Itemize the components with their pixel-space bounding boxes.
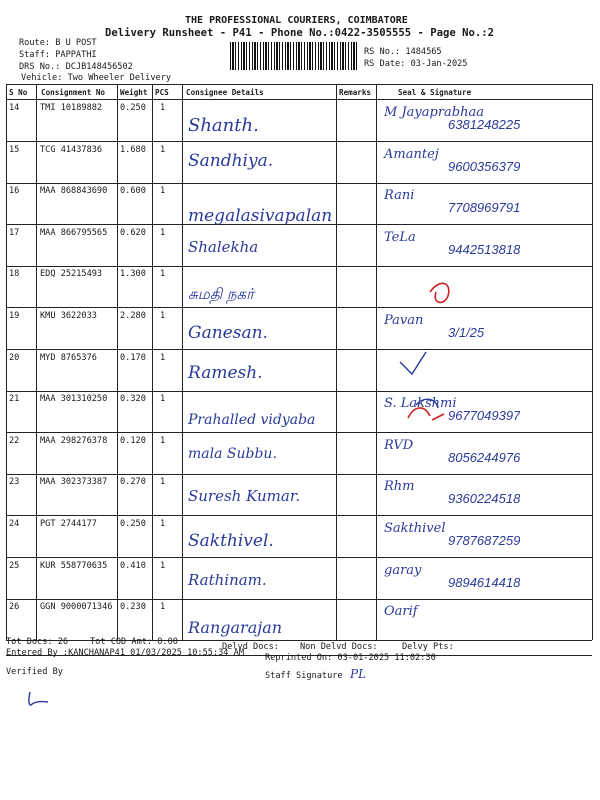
cell-consignment-no: MAA 298276378	[40, 436, 108, 446]
cell-signature-phone: 9894614418	[448, 575, 521, 590]
cell-weight: 2.280	[120, 311, 146, 321]
cell-weight: 0.120	[120, 436, 146, 446]
cell-consignment-no: KMU 3622033	[40, 311, 97, 321]
cell-pcs: 1	[160, 145, 166, 155]
cell-consignee-handwritten: Shalekha	[188, 238, 259, 256]
cell-consignment-no: EDQ 25215493	[40, 269, 103, 279]
cell-sno: 24	[9, 519, 20, 529]
col-header-consignment: Consignment No	[41, 88, 106, 97]
cell-sno: 18	[9, 269, 20, 279]
cell-pcs: 1	[160, 561, 166, 571]
cell-consignee-handwritten: Sandhiya.	[188, 151, 274, 171]
cell-consignment-no: MAA 302373387	[40, 477, 108, 487]
delivered-docs: Delvd Docs:	[222, 642, 279, 652]
red-check-mark	[416, 399, 438, 408]
delivery-points: Delvy Pts:	[402, 642, 454, 652]
total-docs: Tot Docs: 26	[6, 637, 69, 647]
cell-consignee-handwritten: Prahalled vidyaba	[188, 412, 316, 428]
cell-weight: 0.320	[120, 394, 146, 404]
col-header-signature: Seal & Signature	[398, 88, 472, 97]
cell-weight: 1.300	[120, 269, 146, 279]
cell-consignee-handwritten: megalasivapalan	[188, 206, 333, 226]
verified-by-label: Verified By	[6, 667, 63, 677]
cell-consignment-no: PGT 2744177	[40, 519, 97, 529]
cell-consignee-handwritten: Rangarajan	[188, 618, 283, 637]
cell-signature-phone: 9787687259	[448, 533, 521, 548]
cell-weight: 0.620	[120, 228, 146, 238]
cell-consignment-no: TMI 10189882	[40, 103, 103, 113]
staff-label: Staff: PAPPATHI	[19, 50, 97, 60]
total-cod-amount: Tot COD Amt: 0.00	[90, 637, 178, 647]
non-delivered-docs: Non Delvd Docs:	[300, 642, 378, 652]
col-header-sno: S No	[9, 88, 28, 97]
route-label: Route: B U POST	[19, 38, 97, 48]
cell-pcs: 1	[160, 353, 166, 363]
cell-weight: 0.170	[120, 353, 146, 363]
vehicle-label: Vehicle: Two Wheeler Delivery	[21, 73, 172, 83]
cell-sno: 17	[9, 228, 20, 238]
cell-signature-phone: 7708969791	[448, 200, 521, 215]
cell-signature: Rhm	[384, 479, 415, 494]
red-check-mark	[430, 283, 449, 302]
cell-sno: 26	[9, 602, 20, 612]
cell-weight: 0.250	[120, 103, 146, 113]
cell-consignee-handwritten: mala Subbu.	[188, 446, 277, 462]
cell-signature: S. Lakshmi	[384, 396, 457, 411]
cell-sno: 22	[9, 436, 20, 446]
cell-sno: 16	[9, 186, 20, 196]
cell-pcs: 1	[160, 436, 166, 446]
cell-weight: 1.680	[120, 145, 146, 155]
cell-pcs: 1	[160, 269, 166, 279]
cell-signature: garay	[384, 563, 422, 578]
cell-signature-phone: 6381248225	[448, 117, 521, 132]
cell-weight: 0.230	[120, 602, 146, 612]
cell-signature: M Jayaprabhaa	[384, 105, 484, 120]
staff-signature-label: Staff Signature	[265, 671, 343, 681]
cell-sno: 21	[9, 394, 20, 404]
cell-pcs: 1	[160, 228, 166, 238]
cell-sno: 19	[9, 311, 20, 321]
cell-signature: Sakthivel	[384, 521, 446, 536]
cell-sno: 15	[9, 145, 20, 155]
drs-number: DRS No.: DCJB148456502	[19, 62, 133, 72]
cell-signature: TeLa	[384, 230, 416, 245]
cell-consignment-no: GGN 9000071346	[40, 602, 113, 612]
cell-signature-phone: 9677049397	[448, 408, 521, 423]
col-header-weight: Weight	[120, 88, 148, 97]
cell-signature-phone: 3/1/25	[448, 325, 485, 340]
cell-sno: 20	[9, 353, 20, 363]
cell-consignee-handwritten: Ramesh.	[188, 363, 263, 383]
entered-by: Entered By :KANCHANAP41 01/03/2025 10:55:34 AM	[6, 648, 244, 658]
cell-consignment-no: MYD 8765376	[40, 353, 97, 363]
cell-consignment-no: MAA 866795565	[40, 228, 108, 238]
cell-signature-phone: 9600356379	[448, 159, 521, 174]
red-check-mark	[408, 408, 444, 420]
cell-signature: Amantej	[384, 147, 439, 162]
cell-consignment-no: MAA 301310250	[40, 394, 108, 404]
cell-consignment-no: MAA 868843690	[40, 186, 108, 196]
cell-weight: 0.270	[120, 477, 146, 487]
cell-consignment-no: TCG 41437836	[40, 145, 103, 155]
rs-number: RS No.: 1484565	[364, 47, 442, 57]
cell-consignee-handwritten: Ganesan.	[188, 323, 268, 343]
cell-consignee-handwritten: Shanth.	[188, 115, 259, 136]
col-header-remarks: Remarks	[339, 88, 372, 97]
col-header-consignee: Consignee Details	[186, 88, 264, 97]
cell-pcs: 1	[160, 186, 166, 196]
cell-signature-phone: 9360224518	[448, 491, 521, 506]
cell-signature: Pavan	[384, 313, 424, 328]
runsheet-title: Delivery Runsheet - P41 - Phone No.:0422-3505555 - Page No.:2	[105, 27, 495, 39]
cell-consignee-handwritten: சுமதி நகர்	[188, 285, 254, 303]
verified-signature-mark	[29, 692, 48, 705]
cell-signature-phone: 9442513818	[448, 242, 521, 257]
cell-signature: RVD	[384, 438, 414, 453]
col-header-pcs: PCS	[155, 88, 169, 97]
reprinted-on: Reprinted On: 03-01-2025 11:02:30	[265, 653, 436, 663]
cell-signature: Oarif	[384, 604, 418, 619]
cell-consignee-handwritten: Suresh Kumar.	[188, 487, 301, 505]
company-name: THE PROFESSIONAL COURIERS, COIMBATORE	[185, 15, 408, 26]
cell-signature: Rani	[384, 188, 415, 203]
cell-pcs: 1	[160, 477, 166, 487]
cell-sno: 14	[9, 103, 20, 113]
red-check-mark	[400, 352, 426, 374]
staff-signature-mark: PL	[350, 667, 367, 681]
cell-consignee-handwritten: Rathinam.	[188, 571, 267, 589]
cell-consignment-no: KUR 558770635	[40, 561, 108, 571]
cell-pcs: 1	[160, 519, 166, 529]
cell-pcs: 1	[160, 602, 166, 612]
cell-consignee-handwritten: Sakthivel.	[188, 531, 274, 551]
cell-pcs: 1	[160, 103, 166, 113]
cell-sno: 23	[9, 477, 20, 487]
cell-sno: 25	[9, 561, 20, 571]
cell-pcs: 1	[160, 394, 166, 404]
cell-pcs: 1	[160, 311, 166, 321]
rs-date: RS Date: 03-Jan-2025	[364, 59, 468, 69]
cell-weight: 0.600	[120, 186, 146, 196]
cell-signature-phone: 8056244976	[448, 450, 521, 465]
cell-weight: 0.410	[120, 561, 146, 571]
cell-weight: 0.250	[120, 519, 146, 529]
